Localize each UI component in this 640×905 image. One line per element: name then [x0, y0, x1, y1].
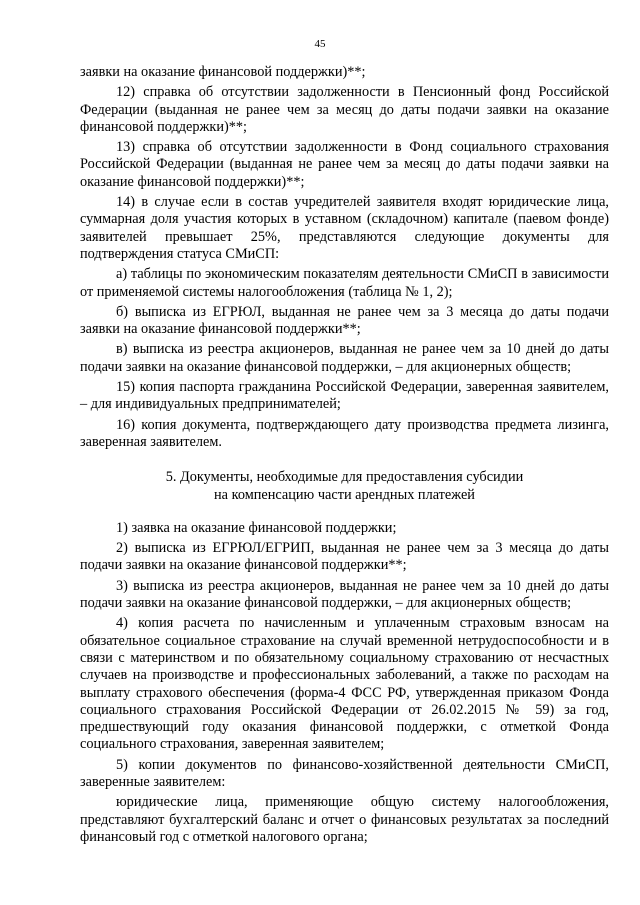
- page-number: 45: [314, 38, 326, 50]
- section-heading-line-2: на компенсацию части арендных платежей: [214, 486, 475, 503]
- paragraph-item-13: 13) справка об отсутствии задолженности в Фонд социального страхования Российской Федерации (выданная не ранее чем за месяц до даты подачи заявки на оказание финансовой поддержки)**;: [80, 139, 609, 190]
- paragraph-item-5: 5) копии документов по финансово-хозяйственной деятельности СМиСП, заверенные заявителем:: [80, 756, 609, 790]
- paragraph-item-14b: б) выписка из ЕГРЮЛ, выданная не ранее чем за 3 месяца до даты подачи заявки на оказание финансовой поддержки**;: [80, 303, 609, 338]
- section-heading-line-1: 5. Документы, необходимые для предоставления субсидии: [165, 469, 524, 486]
- section-heading: [80, 469, 609, 504]
- paragraph-continuation: заявки на оказание финансовой поддержки)**;: [80, 64, 366, 80]
- paragraph-item-14: 14) в случае если в состав учредителей заявителя входят юридические лица, суммарная доля участия которых в уставном (складочном) капитале (паевом фонде) заявителей превышает 25%, представляются следующие документы для подтверждения статуса СМиСП:: [80, 194, 609, 262]
- paragraph-item-15: 15) копия паспорта гражданина Российской Федерации, заверенная заявителем, – для индивидуальных предпринимателей;: [80, 379, 609, 413]
- paragraph-item-16: 16) копия документа, подтверждающего дату производства предмета лизинга, заверенная заявителем.: [80, 416, 609, 450]
- paragraph-legal-entities: юридические лица, применяющие общую систему налогообложения, представляют бухгалтерский баланс и отчет о финансовых результатах за последний финансовый год с отметкой налогового органа;: [80, 794, 609, 845]
- paragraph-item-1: 1) заявка на оказание финансовой поддержки;: [116, 519, 397, 536]
- paragraph-item-3: 3) выписка из реестра акционеров, выданная не ранее чем за 10 дней до даты подачи заявки на оказание финансовой поддержки, – для акционерных обществ;: [80, 577, 609, 612]
- paragraph-item-2: 2) выписка из ЕГРЮЛ/ЕГРИП, выданная не ранее чем за 3 месяца до даты подачи заявки на оказание финансовой поддержки**;: [80, 540, 609, 574]
- paragraph-item-4: 4) копия расчета по начисленным и уплаченным страховым взносам на обязательное социальное страхование на случай временной нетрудоспособности и в связи с материнством и по обязательному социальному страхованию от несчастных случаев на производстве и профессиональных заболеваний, а также по расходам на выплату страхового обеспечения (форма-4 ФСС РФ, утвержденная приказом Фонда социального страхования Российской Федерации от 26.02.2015 № 59) за год, предшествующий году оказания финансовой поддержки, с отметкой Фонда социального страхования, заверенная заявителем;: [80, 615, 609, 753]
- paragraph-item-12: 12) справка об отсутствии задолженности в Пенсионный фонд Российской Федерации (выданная не ранее чем за месяц до даты подачи заявки на оказание финансовой поддержки)**;: [80, 84, 609, 135]
- paragraph-item-14a: а) таблицы по экономическим показателям деятельности СМиСП в зависимости от применяемой системы налогообложения (таблица № 1, 2);: [80, 266, 609, 300]
- paragraph-item-14c: в) выписка из реестра акционеров, выданная не ранее чем за 10 дней до даты подачи заявки на оказание финансовой поддержки, – для акционерных обществ;: [80, 341, 609, 375]
- document-body: [80, 64, 609, 849]
